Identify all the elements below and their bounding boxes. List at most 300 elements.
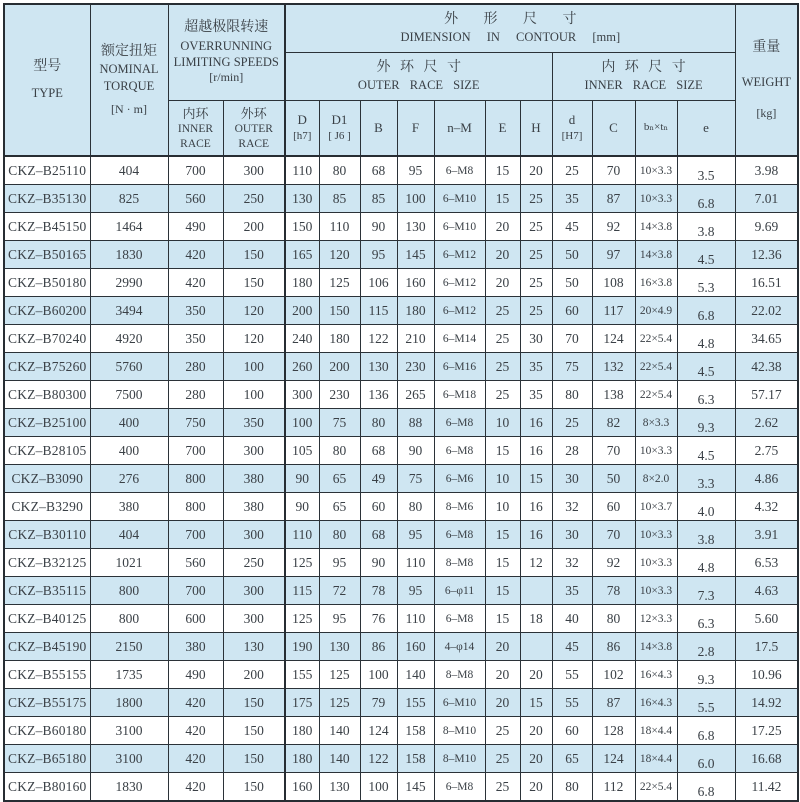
header-speeds-unit: [r/min] <box>209 70 244 85</box>
value-cell: 20 <box>485 269 520 297</box>
header-torque-unit: [N · m] <box>111 101 147 116</box>
value-cell: 25 <box>485 325 520 353</box>
value-cell: 25 <box>552 156 592 185</box>
value-cell: 110 <box>397 605 434 633</box>
value-cell: 276 <box>90 465 168 493</box>
value-cell: 80 <box>319 437 360 465</box>
value-cell: 125 <box>319 689 360 717</box>
value-cell: 80 <box>360 409 397 437</box>
header-inner-speed-zh: 内环 <box>182 105 209 121</box>
value-cell: 140 <box>319 717 360 745</box>
value-cell: 160 <box>397 269 434 297</box>
value-cell: 6–M14 <box>434 325 485 353</box>
value-cell: 8–M8 <box>434 661 485 689</box>
value-cell: 130 <box>319 633 360 661</box>
header-col-D1-tol: [ J6 ] <box>328 129 351 142</box>
value-cell: 90 <box>285 465 319 493</box>
value-cell: 140 <box>319 745 360 773</box>
value-cell: 14×3.8 <box>635 633 677 661</box>
header-speeds-en1: OVERRUNNING <box>180 38 273 53</box>
value-cell: 97 <box>592 241 635 269</box>
value-cell: 180 <box>397 297 434 325</box>
value-cell: 25 <box>485 745 520 773</box>
value-cell: 6–M18 <box>434 381 485 409</box>
value-cell: 300 <box>223 156 285 185</box>
type-cell: CKZ–B50180 <box>4 269 90 297</box>
value-cell: 1735 <box>90 661 168 689</box>
value-cell: 16×4.3 <box>635 661 677 689</box>
value-cell <box>520 633 552 661</box>
header-inner-race-size-zh: 内 环 尺 寸 <box>601 59 686 75</box>
header-inner-speed-en1: INNER <box>177 123 214 136</box>
value-cell: 420 <box>168 241 223 269</box>
value-cell: 15 <box>485 577 520 605</box>
value-cell: 6–M12 <box>434 241 485 269</box>
value-cell: 16.68 <box>735 745 798 773</box>
value-cell: 15 <box>485 521 520 549</box>
value-cell: 20 <box>520 745 552 773</box>
value-cell: 25 <box>485 353 520 381</box>
value-cell: 6–M10 <box>434 689 485 717</box>
value-cell: 2990 <box>90 269 168 297</box>
value-cell: 12×3.3 <box>635 605 677 633</box>
type-cell: CKZ–B3090 <box>4 465 90 493</box>
value-cell: 3.91 <box>735 521 798 549</box>
table-row <box>4 745 798 773</box>
value-cell: 16 <box>520 409 552 437</box>
header-speeds-zh: 超越极限转速 <box>184 19 269 35</box>
value-cell: 25 <box>520 241 552 269</box>
table-row <box>4 409 798 437</box>
value-cell: 150 <box>223 745 285 773</box>
header-dimension-zh: 外 形 尺 寸 <box>444 12 577 28</box>
value-cell: 10×3.7 <box>635 493 677 521</box>
value-cell: 800 <box>168 465 223 493</box>
value-cell: 4.0 <box>677 493 735 521</box>
value-cell: 280 <box>168 353 223 381</box>
value-cell: 120 <box>223 325 285 353</box>
value-cell: 25 <box>485 381 520 409</box>
value-cell: 145 <box>397 773 434 802</box>
value-cell: 5.5 <box>677 689 735 717</box>
value-cell: 9.3 <box>677 409 735 437</box>
value-cell: 6–M8 <box>434 605 485 633</box>
value-cell: 8×2.0 <box>635 465 677 493</box>
value-cell: 490 <box>168 661 223 689</box>
value-cell: 90 <box>360 549 397 577</box>
value-cell: 8–M6 <box>434 493 485 521</box>
header-outer-race-size-zh: 外 环 尺 寸 <box>376 59 461 75</box>
value-cell: 3.3 <box>677 465 735 493</box>
value-cell: 50 <box>592 465 635 493</box>
value-cell: 68 <box>360 437 397 465</box>
value-cell: 15 <box>485 156 520 185</box>
value-cell: 55 <box>552 689 592 717</box>
value-cell: 100 <box>360 661 397 689</box>
value-cell: 14×3.8 <box>635 213 677 241</box>
value-cell: 420 <box>168 269 223 297</box>
value-cell: 25 <box>520 213 552 241</box>
value-cell: 110 <box>285 156 319 185</box>
value-cell: 180 <box>285 717 319 745</box>
header-torque-en2: TORQUE <box>103 78 155 93</box>
value-cell: 560 <box>168 185 223 213</box>
value-cell: 2150 <box>90 633 168 661</box>
value-cell: 150 <box>285 213 319 241</box>
table-row <box>4 325 798 353</box>
value-cell: 16.51 <box>735 269 798 297</box>
value-cell: 65 <box>319 493 360 521</box>
value-cell: 80 <box>592 605 635 633</box>
value-cell: 18 <box>520 605 552 633</box>
type-cell: CKZ–B55155 <box>4 661 90 689</box>
header-col-d <box>552 100 592 156</box>
value-cell: 110 <box>285 521 319 549</box>
value-cell: 102 <box>592 661 635 689</box>
table-row <box>4 185 798 213</box>
value-cell: 7.01 <box>735 185 798 213</box>
value-cell: 10×3.3 <box>635 437 677 465</box>
header-torque-en1: NOMINAL <box>99 62 159 77</box>
value-cell: 75 <box>397 465 434 493</box>
header-outer-speed <box>223 100 285 156</box>
type-cell: CKZ–B55175 <box>4 689 90 717</box>
value-cell: 158 <box>397 717 434 745</box>
value-cell: 9.3 <box>677 661 735 689</box>
value-cell: 4.8 <box>677 549 735 577</box>
value-cell: 6.8 <box>677 717 735 745</box>
value-cell: 100 <box>223 353 285 381</box>
value-cell: 300 <box>223 437 285 465</box>
header-inner-race-size <box>552 52 735 100</box>
value-cell: 18×4.4 <box>635 745 677 773</box>
value-cell: 300 <box>223 605 285 633</box>
value-cell: 14×3.8 <box>635 241 677 269</box>
value-cell: 8–M10 <box>434 745 485 773</box>
table-row <box>4 773 798 802</box>
value-cell: 92 <box>592 213 635 241</box>
value-cell: 6–M8 <box>434 156 485 185</box>
value-cell: 130 <box>397 213 434 241</box>
value-cell: 380 <box>90 493 168 521</box>
value-cell: 87 <box>592 689 635 717</box>
value-cell: 136 <box>360 381 397 409</box>
table-body <box>4 156 798 801</box>
value-cell: 150 <box>223 241 285 269</box>
value-cell: 380 <box>223 493 285 521</box>
header-weight-unit: [kg] <box>756 105 777 120</box>
value-cell: 70 <box>592 156 635 185</box>
header-col-D-label: D <box>297 112 307 128</box>
type-cell: CKZ–B3290 <box>4 493 90 521</box>
value-cell: 108 <box>592 269 635 297</box>
spec-table-container <box>3 3 799 802</box>
value-cell: 95 <box>360 241 397 269</box>
type-cell: CKZ–B50165 <box>4 241 90 269</box>
value-cell: 18×4.4 <box>635 717 677 745</box>
value-cell: 6.53 <box>735 549 798 577</box>
value-cell: 10 <box>485 465 520 493</box>
value-cell: 15 <box>520 465 552 493</box>
value-cell: 45 <box>552 633 592 661</box>
table-row <box>4 465 798 493</box>
table-header <box>4 4 798 156</box>
header-type-en: TYPE <box>31 86 63 101</box>
value-cell: 22.02 <box>735 297 798 325</box>
value-cell: 125 <box>319 661 360 689</box>
header-type-zh: 型号 <box>33 59 62 75</box>
value-cell: 300 <box>285 381 319 409</box>
value-cell: 16×3.8 <box>635 269 677 297</box>
value-cell: 200 <box>319 353 360 381</box>
value-cell: 90 <box>360 213 397 241</box>
value-cell: 4–φ14 <box>434 633 485 661</box>
value-cell: 45 <box>552 213 592 241</box>
value-cell: 125 <box>319 269 360 297</box>
value-cell: 9.69 <box>735 213 798 241</box>
value-cell: 35 <box>520 353 552 381</box>
value-cell: 42.38 <box>735 353 798 381</box>
value-cell: 90 <box>397 437 434 465</box>
value-cell: 155 <box>397 689 434 717</box>
value-cell: 6.3 <box>677 381 735 409</box>
value-cell: 60 <box>552 717 592 745</box>
value-cell: 1830 <box>90 773 168 802</box>
value-cell: 20 <box>485 689 520 717</box>
value-cell: 11.42 <box>735 773 798 802</box>
header-speeds <box>168 4 285 100</box>
value-cell: 35 <box>520 381 552 409</box>
header-outer-race-size <box>285 52 552 100</box>
table-row <box>4 689 798 717</box>
value-cell: 8–M8 <box>434 549 485 577</box>
table-row <box>4 213 798 241</box>
value-cell: 6–M16 <box>434 353 485 381</box>
value-cell: 125 <box>285 605 319 633</box>
value-cell: 16 <box>520 521 552 549</box>
value-cell: 120 <box>223 297 285 325</box>
table-row <box>4 493 798 521</box>
value-cell: 22×5.4 <box>635 381 677 409</box>
value-cell: 60 <box>592 493 635 521</box>
value-cell: 130 <box>360 353 397 381</box>
value-cell: 110 <box>397 549 434 577</box>
value-cell: 1464 <box>90 213 168 241</box>
value-cell: 30 <box>520 325 552 353</box>
value-cell: 3494 <box>90 297 168 325</box>
value-cell: 160 <box>285 773 319 802</box>
type-cell: CKZ–B40125 <box>4 605 90 633</box>
value-cell: 260 <box>285 353 319 381</box>
value-cell: 6–M10 <box>434 213 485 241</box>
value-cell: 15 <box>485 185 520 213</box>
value-cell: 10×3.3 <box>635 577 677 605</box>
header-col-e: e <box>677 100 735 156</box>
type-cell: CKZ–B70240 <box>4 325 90 353</box>
value-cell: 350 <box>168 325 223 353</box>
value-cell: 1021 <box>90 549 168 577</box>
value-cell: 400 <box>90 409 168 437</box>
type-cell: CKZ–B80300 <box>4 381 90 409</box>
type-cell: CKZ–B25100 <box>4 409 90 437</box>
value-cell: 85 <box>360 185 397 213</box>
value-cell: 76 <box>360 605 397 633</box>
value-cell: 300 <box>223 577 285 605</box>
header-col-E: E <box>485 100 520 156</box>
type-cell: CKZ–B60180 <box>4 717 90 745</box>
value-cell <box>520 577 552 605</box>
value-cell: 15 <box>485 549 520 577</box>
value-cell: 78 <box>360 577 397 605</box>
value-cell: 75 <box>552 353 592 381</box>
value-cell: 12.36 <box>735 241 798 269</box>
value-cell: 5.3 <box>677 269 735 297</box>
value-cell: 145 <box>397 241 434 269</box>
value-cell: 6–M8 <box>434 437 485 465</box>
value-cell: 106 <box>360 269 397 297</box>
header-col-B: B <box>360 100 397 156</box>
header-weight <box>735 4 798 156</box>
value-cell: 75 <box>319 409 360 437</box>
value-cell: 100 <box>397 185 434 213</box>
value-cell: 560 <box>168 549 223 577</box>
table-row <box>4 549 798 577</box>
header-type <box>4 4 90 156</box>
value-cell: 65 <box>552 745 592 773</box>
value-cell: 160 <box>397 633 434 661</box>
value-cell: 90 <box>285 493 319 521</box>
value-cell: 14.92 <box>735 689 798 717</box>
header-weight-en: WEIGHT <box>741 74 792 89</box>
value-cell: 87 <box>592 185 635 213</box>
value-cell: 68 <box>360 521 397 549</box>
value-cell: 700 <box>168 577 223 605</box>
value-cell: 16 <box>520 493 552 521</box>
type-cell: CKZ–B45190 <box>4 633 90 661</box>
value-cell: 4.32 <box>735 493 798 521</box>
value-cell: 122 <box>360 745 397 773</box>
value-cell: 100 <box>223 381 285 409</box>
header-col-d-label: d <box>568 112 576 128</box>
type-cell: CKZ–B75260 <box>4 353 90 381</box>
value-cell: 6–M6 <box>434 465 485 493</box>
value-cell: 1830 <box>90 241 168 269</box>
value-cell: 25 <box>485 773 520 802</box>
value-cell: 200 <box>223 661 285 689</box>
value-cell: 600 <box>168 605 223 633</box>
value-cell: 15 <box>485 605 520 633</box>
value-cell: 86 <box>592 633 635 661</box>
value-cell: 6–M10 <box>434 185 485 213</box>
value-cell: 150 <box>223 773 285 802</box>
value-cell: 120 <box>319 241 360 269</box>
header-col-D-tol: [h7] <box>293 129 312 142</box>
value-cell: 60 <box>360 493 397 521</box>
value-cell: 68 <box>360 156 397 185</box>
value-cell: 17.5 <box>735 633 798 661</box>
value-cell: 240 <box>285 325 319 353</box>
value-cell: 7.3 <box>677 577 735 605</box>
value-cell: 15 <box>485 437 520 465</box>
header-col-bt: bₙ×tₙ <box>635 100 677 156</box>
header-col-D1 <box>319 100 360 156</box>
value-cell: 180 <box>285 269 319 297</box>
type-cell: CKZ–B28105 <box>4 437 90 465</box>
value-cell: 180 <box>319 325 360 353</box>
value-cell: 32 <box>552 549 592 577</box>
value-cell: 10×3.3 <box>635 549 677 577</box>
value-cell: 700 <box>168 521 223 549</box>
value-cell: 6.3 <box>677 605 735 633</box>
value-cell: 2.75 <box>735 437 798 465</box>
value-cell: 2.62 <box>735 409 798 437</box>
value-cell: 280 <box>168 381 223 409</box>
value-cell: 10×3.3 <box>635 156 677 185</box>
value-cell: 124 <box>360 717 397 745</box>
value-cell: 122 <box>360 325 397 353</box>
value-cell: 8×3.3 <box>635 409 677 437</box>
value-cell: 190 <box>285 633 319 661</box>
value-cell: 4.8 <box>677 325 735 353</box>
value-cell: 150 <box>223 689 285 717</box>
value-cell: 124 <box>592 745 635 773</box>
value-cell: 25 <box>552 409 592 437</box>
value-cell: 700 <box>168 437 223 465</box>
value-cell: 6–M8 <box>434 773 485 802</box>
value-cell: 100 <box>285 409 319 437</box>
value-cell: 150 <box>319 297 360 325</box>
value-cell: 750 <box>168 409 223 437</box>
type-cell: CKZ–B60200 <box>4 297 90 325</box>
value-cell: 6–M8 <box>434 409 485 437</box>
value-cell: 10.96 <box>735 661 798 689</box>
header-col-d-tol: [H7] <box>561 129 583 142</box>
header-col-C: C <box>592 100 635 156</box>
value-cell: 420 <box>168 745 223 773</box>
value-cell: 4.5 <box>677 241 735 269</box>
table-row <box>4 717 798 745</box>
value-cell: 6.8 <box>677 773 735 802</box>
value-cell: 130 <box>223 633 285 661</box>
value-cell: 6.8 <box>677 297 735 325</box>
table-row <box>4 156 798 185</box>
value-cell: 117 <box>592 297 635 325</box>
table-row <box>4 605 798 633</box>
value-cell: 3.8 <box>677 521 735 549</box>
type-cell: CKZ–B35130 <box>4 185 90 213</box>
value-cell: 80 <box>319 156 360 185</box>
value-cell: 300 <box>223 521 285 549</box>
value-cell: 800 <box>90 605 168 633</box>
value-cell: 22×5.4 <box>635 325 677 353</box>
table-row <box>4 297 798 325</box>
value-cell: 3.98 <box>735 156 798 185</box>
value-cell: 5760 <box>90 353 168 381</box>
header-weight-zh: 重量 <box>752 39 781 55</box>
value-cell: 4.5 <box>677 437 735 465</box>
header-col-D <box>285 100 319 156</box>
value-cell: 20 <box>520 717 552 745</box>
value-cell: 250 <box>223 185 285 213</box>
value-cell: 380 <box>223 465 285 493</box>
value-cell: 70 <box>552 325 592 353</box>
value-cell: 25 <box>520 297 552 325</box>
value-cell: 95 <box>397 577 434 605</box>
table-row <box>4 381 798 409</box>
value-cell: 4920 <box>90 325 168 353</box>
value-cell: 800 <box>90 577 168 605</box>
type-cell: CKZ–B32125 <box>4 549 90 577</box>
